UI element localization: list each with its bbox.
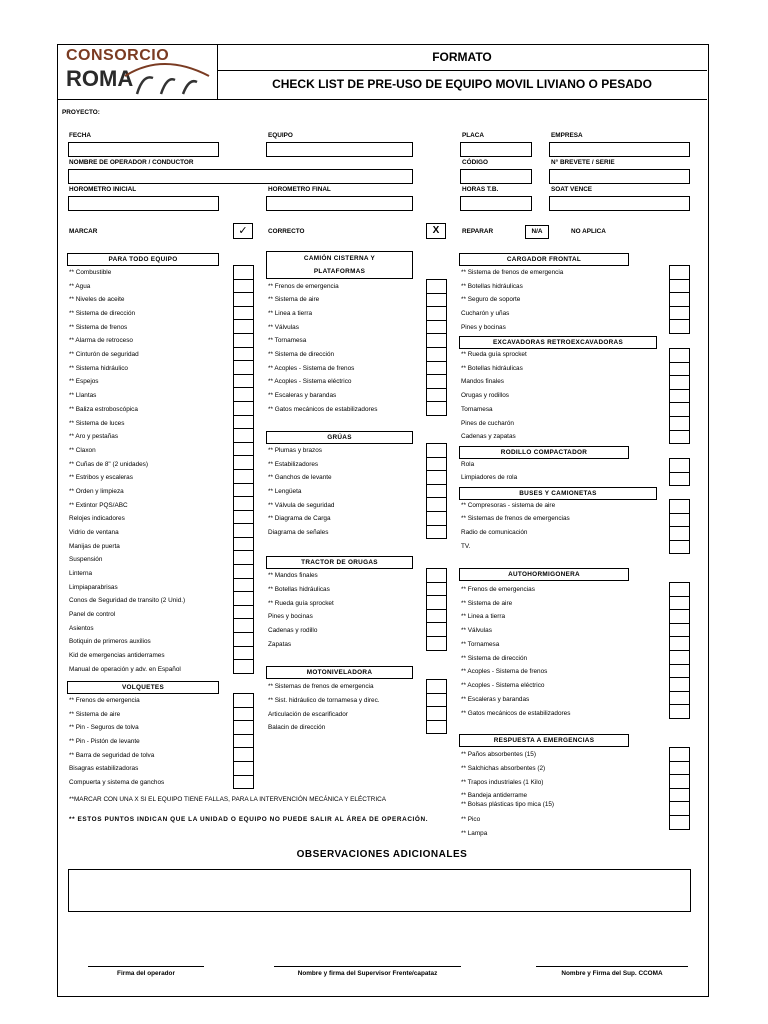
checkbox-column-buses[interactable] (669, 499, 690, 554)
checkbox-column-autohormigonera[interactable] (669, 582, 690, 719)
empresa-field[interactable] (549, 142, 690, 157)
list-item: ** Mandos finales (268, 572, 318, 579)
list-item: Asientos (69, 625, 94, 632)
list-item: ** Ganchos de levante (268, 474, 332, 481)
equipo-label: EQUIPO (268, 132, 293, 139)
checkbox-column-volquetes[interactable] (233, 693, 254, 789)
list-item: ** Acoples - Sistema eléctrico (461, 682, 545, 689)
logo-bottom-text: ROMA (66, 66, 134, 91)
list-item: ** Plumas y brazos (268, 447, 322, 454)
checkbox-column-gruas[interactable] (426, 443, 447, 539)
list-item: ** Combustible (69, 269, 112, 276)
list-item: ** Estribos y escaleras (69, 474, 133, 481)
section-para-todo-equipo: PARA TODO EQUIPO (67, 253, 219, 266)
na-mark: N/A (525, 225, 549, 239)
list-item: ** Barra de seguridad de tolva (69, 752, 155, 759)
list-item: ** Cinturón de seguridad (69, 351, 139, 358)
horometro-final-label: HOROMETRO FINAL (268, 186, 331, 193)
list-item: ** Rueda guía sprocket (268, 600, 334, 607)
list-item: ** Aro y pestañas (69, 433, 119, 440)
list-item: ** Linea a tierra (461, 613, 506, 620)
list-item: ** Estabilizadores (268, 461, 319, 468)
list-item: Limpiadores de rola (461, 474, 518, 481)
list-item: ** Espejos (69, 378, 99, 385)
list-item: ** Frenos de emergencia (69, 697, 140, 704)
section-cisterna (266, 251, 413, 279)
codigo-field[interactable] (460, 169, 532, 184)
signature-sup-comma-label: Nombre y Firma del Sup. CCOMA (561, 970, 663, 977)
list-item: ** Trapos industriales (1 Kilo) (461, 779, 544, 786)
list-item: ** Sistema hidráulico (69, 365, 128, 372)
list-item: ** Escaleras y barandas (461, 696, 530, 703)
note-fallas: **MARCAR CON UNA X SI EL EQUIPO TIENE FALLAS, PARA LA INTERVENCIÓN MECÁNICA Y ELÉCTRICA (69, 796, 387, 803)
list-item: Diagrama de señales (268, 529, 329, 536)
soat-field[interactable] (549, 196, 690, 211)
list-item: ** Linea a tierra (268, 310, 313, 317)
list-item: ** Botellas hidráulicas (461, 283, 523, 290)
list-item: Manual de operación y adv. en Español (69, 666, 181, 673)
list-item: Linterna (69, 570, 93, 577)
list-item: ** Seguro de soporte (461, 296, 521, 303)
list-item: Rola (461, 461, 475, 468)
header-bottom-divider (57, 99, 707, 100)
list-item: ** Tornamesa (461, 641, 500, 648)
list-item: ** Claxon (69, 447, 96, 454)
empresa-label: EMPRESA (551, 132, 583, 139)
section-gruas: GRÚAS (266, 431, 413, 444)
no-aplica-label: NO APLICA (571, 228, 606, 235)
fecha-field[interactable] (68, 142, 219, 157)
list-item: ** Sistema de aire (461, 600, 513, 607)
observaciones-title: OBSERVACIONES ADICIONALES (296, 849, 468, 860)
section-autohormigonera: AUTOHORMIGONERA (459, 568, 629, 581)
list-item: Tornamesa (461, 406, 493, 413)
section-volquetes: VOLQUETES (67, 681, 219, 694)
list-item: ** Llantas (69, 392, 97, 399)
section-cisterna-title-2: PLATAFORMAS (313, 268, 366, 275)
section-motoniveladora: MOTONIVELADORA (266, 666, 413, 679)
soat-label: SOAT VENCE (551, 186, 593, 193)
list-item: ** Válvula de seguridad (268, 502, 335, 509)
list-item: ** Botellas hidráulicas (268, 586, 330, 593)
horas-tb-field[interactable] (460, 196, 532, 211)
list-item: Zapatas (268, 641, 292, 648)
list-item: Relojes indicadores (69, 515, 125, 522)
list-item: ** Escaleras y barandas (268, 392, 337, 399)
list-item: ** Sistema de frenos de emergencia (461, 269, 564, 276)
checkbox-column-motoniveladora[interactable] (426, 679, 447, 734)
list-item: ** Salchichas absorbentes (2) (461, 765, 546, 772)
list-item: ** Acoples - Sistema de frenos (268, 365, 355, 372)
list-item: Radio de comunicación (461, 529, 528, 536)
list-item: ** Válvulas (268, 324, 299, 331)
list-item: Bisagras estabilizadoras (69, 765, 139, 772)
list-item: Balacin de dirección (268, 724, 326, 731)
checkbox-column-excavadoras[interactable] (669, 348, 690, 444)
correcto-label: CORRECTO (268, 228, 305, 235)
list-item: ** Sistema de frenos (69, 324, 128, 331)
list-item: ** Sistema de luces (69, 420, 125, 427)
list-item: ** Sistema de dirección (268, 351, 335, 358)
list-item: Panel de control (69, 611, 116, 618)
checkbox-column-cisterna[interactable] (426, 279, 447, 416)
operador-field[interactable] (68, 169, 413, 184)
signature-line-supervisor (274, 966, 461, 967)
list-item: ** Gatos mecánicos de estabilizadores (461, 710, 571, 717)
reparar-label: REPARAR (462, 228, 494, 235)
list-item: ** Pin - Seguros de tolva (69, 724, 139, 731)
checkbox-column-tractor[interactable] (426, 568, 447, 651)
signature-line-sup-comma (536, 966, 688, 967)
list-item: Conos de Seguridad de transito (2 Unid.) (69, 597, 186, 604)
list-item: ** Niveles de aceite (69, 296, 125, 303)
list-item: Botiquin de primeros auxilios (69, 638, 151, 645)
horas-tb-label: HORAS T.B. (462, 186, 499, 193)
brevete-label: N° BREVETE / SERIE (551, 159, 615, 166)
horometro-inicial-field[interactable] (68, 196, 219, 211)
list-item: ** Compresoras - sistema de aire (461, 502, 556, 509)
horometro-final-field[interactable] (266, 196, 413, 211)
section-buses: BUSES Y CAMIONETAS (459, 487, 657, 500)
placa-label: PLACA (462, 132, 485, 139)
operador-label: NOMBRE DE OPERADOR / CONDUCTOR (69, 159, 194, 166)
list-item: ** Frenos de emergencias (461, 586, 535, 593)
checkbox-column-emergencias[interactable] (669, 747, 690, 830)
list-item: ** Lengüeta (268, 488, 302, 495)
list-item: ** Sistema de dirección (69, 310, 136, 317)
list-item: ** Baliza estroboscópica (69, 406, 138, 413)
marcar-label: MARCAR (69, 228, 98, 235)
list-item: ** Sistema de aire (268, 296, 320, 303)
list-item: ** Paños absorbentes (15) (461, 751, 536, 758)
list-item: Cucharón y uñas (461, 310, 510, 317)
list-item: ** Sistemas de frenos de emergencia (268, 683, 374, 690)
list-item: ** Diagrama de Carga (268, 515, 331, 522)
x-mark: X (426, 223, 446, 239)
form-subtitle: CHECK LIST DE PRE-USO DE EQUIPO MOVIL LIVIANO O PESADO (272, 77, 652, 91)
list-item: Kid de emergencias antiderrames (69, 652, 165, 659)
list-item: Pines y bocinas (268, 613, 313, 620)
list-item: Cadenas y zapatas (461, 433, 516, 440)
list-item: Cadenas y rodillo (268, 627, 318, 634)
list-item: TV. (461, 543, 471, 550)
section-excavadoras: EXCAVADORAS RETROEXCAVADORAS (459, 336, 657, 349)
list-item: Pines de cucharón (461, 420, 514, 427)
list-item: Manijas de puerta (69, 543, 120, 550)
section-emergencias: RESPUESTA A EMERGENCIAS (459, 734, 629, 747)
checkbox-column-rodillo[interactable] (669, 458, 690, 486)
list-item: ** Orden y limpieza (69, 488, 124, 495)
checkbox-column-cargador[interactable] (669, 265, 690, 334)
horometro-inicial-label: HOROMETRO INICIAL (69, 186, 137, 193)
note-puntos: ** ESTOS PUNTOS INDICAN QUE LA UNIDAD O EQUIPO NO PUEDE SALIR AL ÁREA DE OPERACIÓN. (69, 816, 429, 823)
section-cisterna-title-1: CAMIÓN CISTERNA Y (303, 255, 376, 262)
list-item: ** Bolsas plásticas tipo mica (15) (461, 801, 555, 808)
check-icon: ✓ (233, 223, 253, 239)
signature-operador-label: Firma del operador (117, 970, 175, 977)
list-item: Mandos finales (461, 378, 504, 385)
list-item: ** Frenos de emergencia (268, 283, 339, 290)
list-item: ** Cuñas de 8" (2 unidades) (69, 461, 149, 468)
form-title: FORMATO (432, 50, 492, 64)
list-item: ** Sistema de dirección (461, 655, 528, 662)
header-divider (217, 70, 707, 71)
equipo-field[interactable] (266, 142, 413, 157)
list-item: Vidrio de ventana (69, 529, 119, 536)
checkbox-column-para-todo[interactable] (233, 265, 254, 674)
list-item: ** Bandeja antiderrame (461, 792, 528, 799)
logo-top-text: CONSORCIO (66, 47, 170, 64)
list-item: ** Gatos mecánicos de estabilizadores (268, 406, 378, 413)
placa-field[interactable] (460, 142, 532, 157)
brevete-field[interactable] (549, 169, 690, 184)
codigo-label: CÓDIGO (462, 159, 488, 166)
list-item: ** Pico (461, 816, 481, 823)
signature-line-operador (88, 966, 204, 967)
list-item: ** Pin - Pistón de levante (69, 738, 140, 745)
list-item: ** Sist. hidráulico de tornamesa y direc. (268, 697, 380, 704)
list-item: ** Acoples - Sistema de frenos (461, 668, 548, 675)
section-tractor: TRACTOR DE ORUGAS (266, 556, 413, 569)
list-item: ** Rueda guía sprocket (461, 351, 527, 358)
list-item: ** Lampa (461, 830, 488, 837)
logo (57, 44, 218, 99)
proyecto-label: PROYECTO: (62, 109, 100, 116)
list-item: Pines y bocinas (461, 324, 506, 331)
section-cargador: CARGADOR FRONTAL (459, 253, 629, 266)
list-item: ** Válvulas (461, 627, 492, 634)
list-item: ** Tornamesa (268, 337, 307, 344)
list-item: ** Sistemas de frenos de emergencias (461, 515, 570, 522)
list-item: ** Sistema de aire (69, 711, 121, 718)
list-item: Articulación de escarificador (268, 711, 348, 718)
list-item: ** Acoples - Sistema eléctrico (268, 378, 352, 385)
list-item: Compuerta y sistema de ganchos (69, 779, 165, 786)
list-item: Suspensión (69, 556, 103, 563)
list-item: Orugas y rodillos (461, 392, 509, 399)
section-rodillo: RODILLO COMPACTADOR (459, 446, 629, 459)
list-item: ** Botellas hidráulicas (461, 365, 523, 372)
list-item: ** Extintor PQS/ABC (69, 502, 128, 509)
observaciones-field[interactable] (68, 869, 691, 912)
fecha-label: FECHA (69, 132, 92, 139)
list-item: ** Agua (69, 283, 91, 290)
list-item: Limpiaparabrisas (69, 584, 118, 591)
logo-swoosh-icon (123, 54, 213, 98)
list-item: ** Alarma de retroceso (69, 337, 133, 344)
signature-supervisor-label: Nombre y firma del Supervisor Frente/capataz (297, 970, 438, 977)
